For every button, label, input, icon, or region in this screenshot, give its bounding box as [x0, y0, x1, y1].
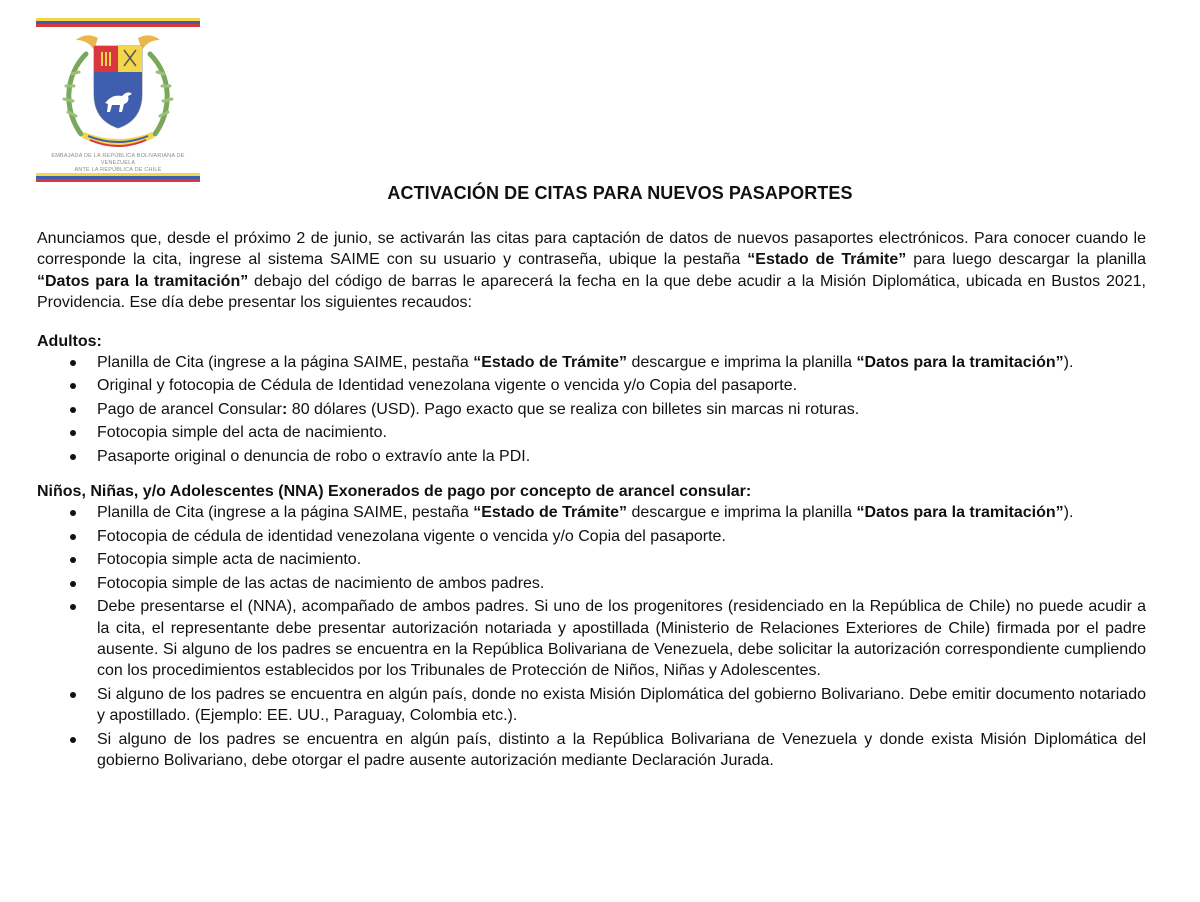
list-item [37, 352, 1146, 373]
document-title: ACTIVACIÓN DE CITAS PARA NUEVOS PASAPORTES [387, 183, 853, 203]
intro-text-1: Anunciamos que, desde el próximo 2 de junio, se activarán las citas para captación de datos de nuevos pasaportes electrónicos. Para conocer cuando le corresponde la cita, ingrese al sistema SAIME con su usuario y contraseña, ubique la pestaña [37, 230, 1146, 269]
intro-bold-2: “Datos para la tramitación” [37, 272, 249, 290]
list-item: Fotocopia simple de las actas de nacimiento de ambos padres. [37, 573, 1146, 594]
item-text: Planilla de Cita (ingrese a la página SAIME, pestaña [97, 354, 474, 372]
list-item [37, 502, 1146, 523]
logo-caption-line2: ANTE LA REPÚBLICA DE CHILE [74, 167, 162, 173]
intro-text-3: debajo del código de barras le aparecerá la fecha en la que debe acudir a la Misión Diplomática, ubicada en Bustos 2021, Providencia. Ese día debe presentar los siguientes recaudos: [37, 272, 1146, 312]
nna-list [37, 502, 1146, 771]
adultos-list [37, 352, 1146, 467]
item-text: descargue e imprima la planilla [627, 504, 857, 522]
section-nna-heading: Niños, Niñas, y/o Adolescentes (NNA) Exonerados de pago por concepto de arancel consular: [37, 483, 752, 501]
item-bold: : [282, 400, 288, 418]
item-text: Pago de arancel Consular [97, 400, 283, 418]
intro-bold-1: “Estado de Trámite” [747, 251, 907, 269]
intro-text-2: para luego descargar la planilla [906, 251, 1147, 269]
list-item: Fotocopia simple acta de nacimiento. [37, 549, 1146, 570]
list-item: Si alguno de los padres se encuentra en algún país, donde no exista Misión Diplomática del gobierno Bolivariano. Debe emitir documento notariado y apostillado. (Ejemplo: EE. UU., Paraguay, Colombia etc.). [37, 684, 1146, 727]
list-item: Fotocopia simple del acta de nacimiento. [37, 422, 1146, 443]
list-item [37, 399, 1146, 420]
embassy-logo [36, 16, 200, 186]
item-bold: “Datos para la tramitación” [856, 354, 1064, 372]
item-text: descargue e imprima la planilla [627, 354, 857, 372]
item-text: 80 dólares (USD). Pago exacto que se realiza con billetes sin marcas ni roturas. [287, 400, 860, 418]
logo-caption [36, 153, 200, 174]
logo-caption-line1: EMBAJADA DE LA REPÚBLICA BOLIVARIANA DE VENEZUELA [51, 153, 185, 166]
list-item: Debe presentarse el (NNA), acompañado de ambos padres. Si uno de los progenitores (residenciado en la República de Chile) no puede acudir a la cita, el representante debe presentar autorización notariada y apostillada (Ministerio de Relaciones Exteriores de Chile) firmada por el padre ausente. Si alguno de los padres se encuentra en la República Bolivariana de Venezuela, debe solicitar la autorización correspondiente cumpliendo con los procedimientos establecidos por los Tribunales de Protección de Niños, Niñas y Adolescentes. [37, 596, 1146, 682]
document-body [37, 228, 1146, 773]
item-text: ). [1063, 504, 1074, 522]
list-item: Si alguno de los padres se encuentra en algún país, distinto a la República Bolivariana de Venezuela y donde exista Misión Diplomática del gobierno Bolivariano, debe otorgar el padre ausente autorización mediante Declaración Jurada. [37, 729, 1146, 772]
item-text: Planilla de Cita (ingrese a la página SAIME, pestaña [97, 504, 474, 522]
item-bold: “Datos para la tramitación” [856, 504, 1064, 522]
item-text: ). [1063, 354, 1074, 372]
section-adultos-heading: Adultos: [37, 332, 102, 350]
item-bold: “Estado de Trámite” [473, 504, 628, 522]
item-bold: “Estado de Trámite” [473, 354, 628, 372]
list-item: Fotocopia de cédula de identidad venezolana vigente o vencida y/o Copia del pasaporte. [37, 526, 1146, 547]
intro-paragraph [37, 228, 1146, 314]
list-item: Pasaporte original o denuncia de robo o extravío ante la PDI. [37, 446, 1146, 467]
list-item: Original y fotocopia de Cédula de Identidad venezolana vigente o vencida y/o Copia del pasaporte. [37, 375, 1146, 396]
